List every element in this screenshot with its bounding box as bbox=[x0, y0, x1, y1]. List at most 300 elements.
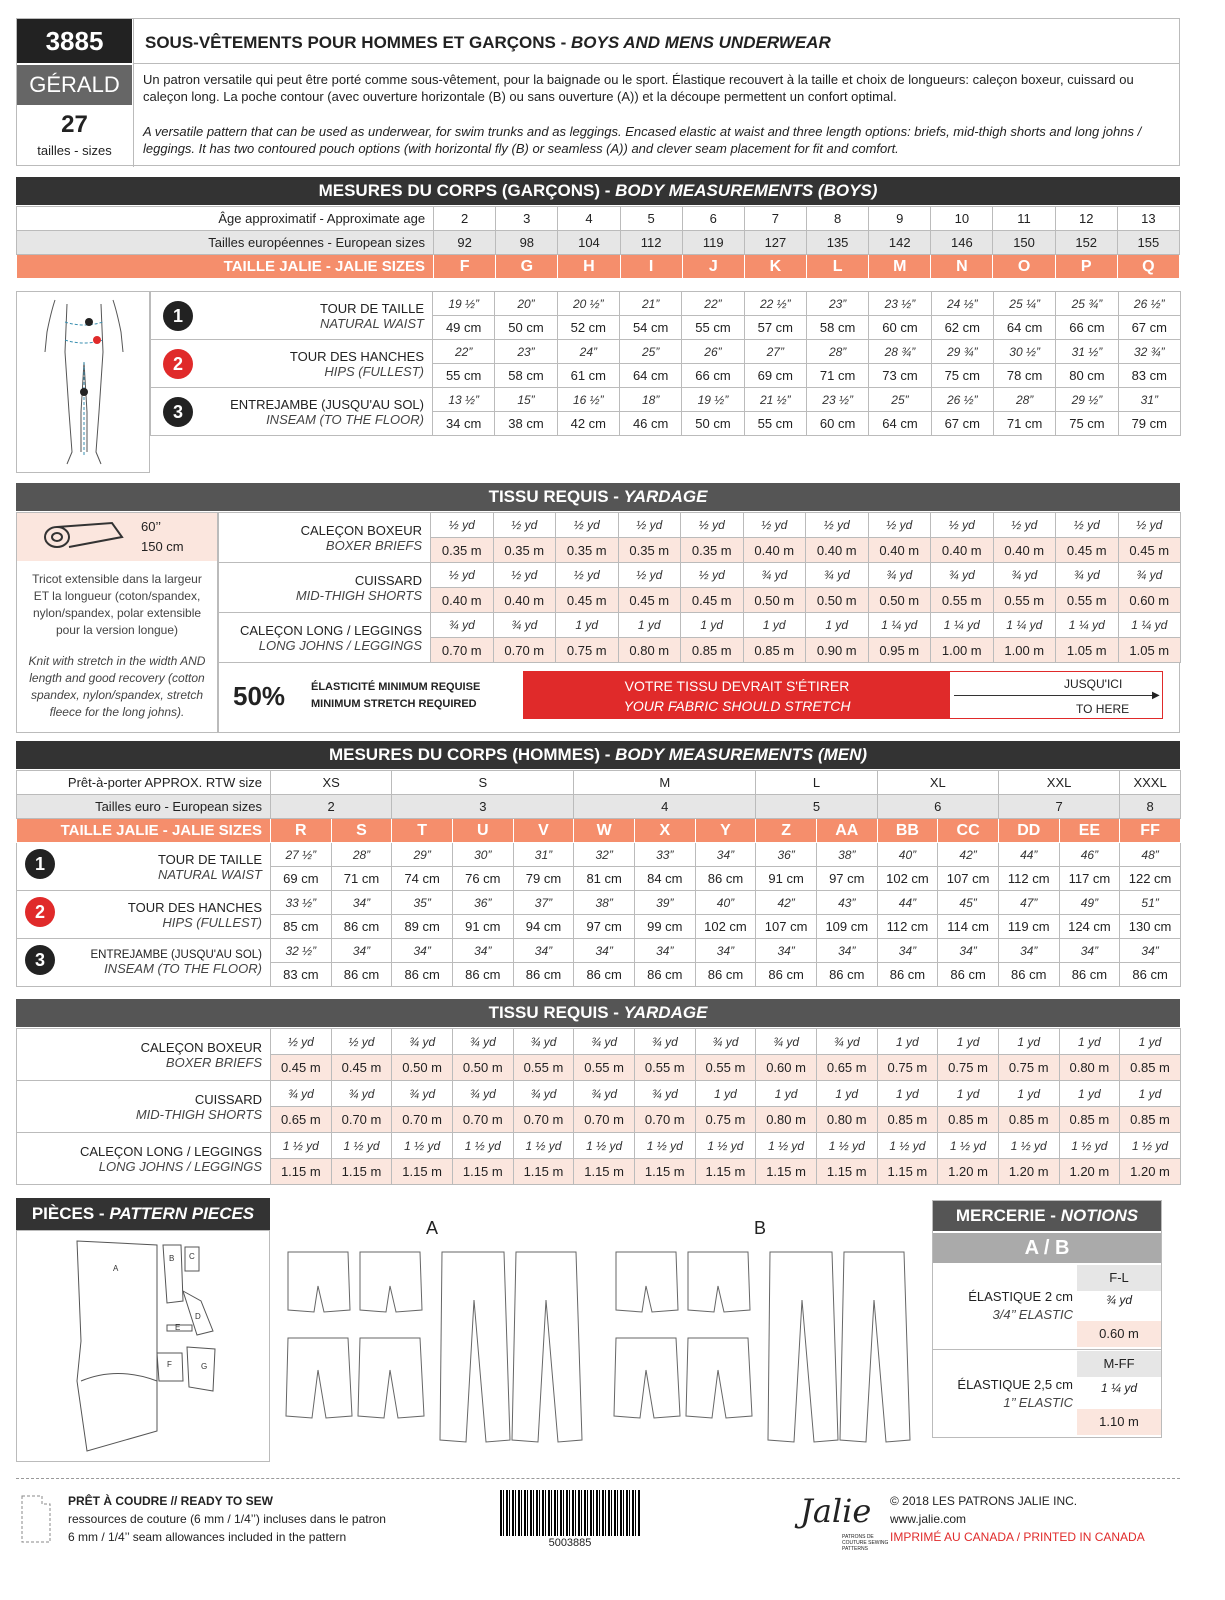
header bbox=[16, 18, 1180, 166]
euro-cell: 142 bbox=[869, 231, 931, 255]
cm-cell: 50 cm bbox=[495, 316, 557, 340]
euro-cell: 3 bbox=[392, 795, 574, 819]
meter-cell: 0.80 m bbox=[1059, 1055, 1120, 1081]
euro-cell: 4 bbox=[574, 795, 756, 819]
cm-cell: 76 cm bbox=[452, 867, 513, 891]
meter-cell: 0.80 m bbox=[816, 1107, 877, 1133]
ready-icon bbox=[18, 1492, 60, 1551]
cm-cell: 60 cm bbox=[869, 316, 931, 340]
boys-measurements-table bbox=[150, 291, 1181, 436]
copyright: © 2018 LES PATRONS JALIE INC. bbox=[890, 1494, 1078, 1508]
euro-cell: 150 bbox=[993, 231, 1055, 255]
inch-cell: 34” bbox=[877, 939, 938, 963]
inch-cell: 28 ¾” bbox=[869, 340, 931, 364]
yard-cell: ½ yd bbox=[493, 513, 556, 538]
yard-cell: 1 yd bbox=[681, 613, 744, 638]
inch-cell: 31” bbox=[1118, 388, 1180, 412]
cm-cell: 55 cm bbox=[682, 316, 744, 340]
brand-sub: PATRONS DE COUTURE SEWING PATTERNS bbox=[842, 1534, 889, 1552]
title: SOUS-VÊTEMENTS POUR HOMMES ET GARÇONS - BOYS AND MENS UNDERWEAR bbox=[145, 33, 831, 52]
meter-cell: 0.75 m bbox=[695, 1107, 756, 1133]
elastic-1-fr: ÉLASTIQUE 2 cm bbox=[968, 1289, 1073, 1304]
cm-cell: 57 cm bbox=[744, 316, 806, 340]
printed-in: IMPRIMÉ AU CANADA / PRINTED IN CANADA bbox=[890, 1530, 1145, 1544]
yard-cell: ¾ yd bbox=[574, 1081, 635, 1107]
inch-cell: 18” bbox=[619, 388, 681, 412]
meter-cell: 0.85 m bbox=[877, 1107, 938, 1133]
cm-cell: 86 cm bbox=[877, 963, 938, 987]
jalie-cell: W bbox=[574, 819, 635, 843]
inch-cell: 26” bbox=[682, 340, 744, 364]
inch-cell: 38” bbox=[816, 843, 877, 867]
cm-cell: 86 cm bbox=[1059, 963, 1120, 987]
jalie-cell: CC bbox=[938, 819, 999, 843]
cm-cell: 99 cm bbox=[634, 915, 695, 939]
cm-cell: 86 cm bbox=[998, 963, 1059, 987]
ages-cell: 11 bbox=[993, 207, 1055, 231]
yard-cell: 1 yd bbox=[1059, 1029, 1120, 1055]
yard-cell: ¾ yd bbox=[431, 613, 494, 638]
inch-cell: 20 ½” bbox=[557, 292, 619, 316]
measure-label bbox=[151, 340, 433, 388]
measure-en: HIPS (FULLEST) bbox=[324, 363, 424, 379]
stretch-fr: ÉLASTICITÉ MINIMUM REQUISE bbox=[311, 681, 481, 693]
meter-cell: 1.15 m bbox=[816, 1159, 877, 1185]
cm-cell: 86 cm bbox=[938, 963, 999, 987]
ready-to-sew: PRÊT À COUDRE // READY TO SEW bbox=[68, 1494, 273, 1508]
inch-cell: 28” bbox=[806, 340, 868, 364]
jalie-cell: H bbox=[558, 255, 620, 279]
jalie-cell: Q bbox=[1117, 255, 1179, 279]
rtw-label: Prêt-à-porter APPROX. RTW size bbox=[17, 771, 271, 795]
inch-cell: 34” bbox=[513, 939, 574, 963]
yard-cell: ½ yd bbox=[993, 513, 1056, 538]
yard-cell: 1 ½ yd bbox=[998, 1133, 1059, 1159]
cm-cell: 86 cm bbox=[392, 963, 453, 987]
cm-cell: 52 cm bbox=[557, 316, 619, 340]
meter-cell: 1.15 m bbox=[392, 1159, 453, 1185]
pattern-number: 3885 bbox=[17, 19, 132, 63]
yard-cell: 1 ½ yd bbox=[574, 1133, 635, 1159]
inch-cell: 27 ½” bbox=[271, 843, 332, 867]
rtw-cell: XS bbox=[271, 771, 392, 795]
meter-cell: 0.45 m bbox=[1118, 538, 1181, 563]
cm-cell: 86 cm bbox=[452, 963, 513, 987]
meter-cell: 0.50 m bbox=[392, 1055, 453, 1081]
meter-cell: 0.85 m bbox=[1120, 1107, 1181, 1133]
yard-cell: 1 ¼ yd bbox=[1118, 613, 1181, 638]
yard-cell: 1 yd bbox=[938, 1081, 999, 1107]
cm-cell: 81 cm bbox=[574, 867, 635, 891]
yard-cell: 1 yd bbox=[816, 1081, 877, 1107]
yard-cell: 1 ½ yd bbox=[634, 1133, 695, 1159]
cm-cell: 86 cm bbox=[634, 963, 695, 987]
inch-cell: 21 ½” bbox=[744, 388, 806, 412]
inch-cell: 24 ½” bbox=[931, 292, 993, 316]
inch-cell: 28” bbox=[993, 388, 1055, 412]
meter-cell: 0.40 m bbox=[431, 588, 494, 613]
inch-cell: 34” bbox=[331, 891, 392, 915]
inch-cell: 40” bbox=[695, 891, 756, 915]
cm-cell: 55 cm bbox=[744, 412, 806, 436]
meter-cell: 1.15 m bbox=[452, 1159, 513, 1185]
measure-fr: ENTREJAMBE (JUSQU'AU SOL) bbox=[230, 396, 424, 412]
yard-cell: 1 ¼ yd bbox=[931, 613, 994, 638]
meter-cell: 0.40 m bbox=[493, 588, 556, 613]
cm-cell: 80 cm bbox=[1056, 364, 1118, 388]
arrow-icon: ▶ bbox=[1152, 690, 1160, 701]
inch-cell: 32” bbox=[574, 843, 635, 867]
meter-cell: 0.45 m bbox=[271, 1055, 332, 1081]
meter-cell: 0.75 m bbox=[877, 1055, 938, 1081]
cm-cell: 60 cm bbox=[806, 412, 868, 436]
meter-cell: 0.60 m bbox=[1118, 588, 1181, 613]
sizes-count: 27 bbox=[61, 111, 88, 138]
meter-cell: 1.00 m bbox=[993, 638, 1056, 663]
rtw-cell: XXXL bbox=[1120, 771, 1181, 795]
cm-cell: 78 cm bbox=[993, 364, 1055, 388]
ages-cell: 10 bbox=[931, 207, 993, 231]
inch-cell: 34” bbox=[1120, 939, 1181, 963]
elastic-1-yd: ¾ yd bbox=[1105, 1293, 1132, 1307]
cm-cell: 83 cm bbox=[271, 963, 332, 987]
yard-cell: ½ yd bbox=[1118, 513, 1181, 538]
meter-cell: 0.75 m bbox=[556, 638, 619, 663]
yard-cell: 1 ½ yd bbox=[271, 1133, 332, 1159]
inch-cell: 34” bbox=[392, 939, 453, 963]
jalie-cell: F bbox=[434, 255, 496, 279]
inch-cell: 30 ½” bbox=[993, 340, 1055, 364]
cm-cell: 73 cm bbox=[869, 364, 931, 388]
inch-cell: 26 ½” bbox=[1118, 292, 1180, 316]
meter-cell: 0.70 m bbox=[452, 1107, 513, 1133]
yard-cell: 1 ½ yd bbox=[877, 1133, 938, 1159]
meter-cell: 0.80 m bbox=[756, 1107, 817, 1133]
meter-cell: 0.50 m bbox=[452, 1055, 513, 1081]
meter-cell: 1.15 m bbox=[695, 1159, 756, 1185]
yard-cell: 1 ¼ yd bbox=[868, 613, 931, 638]
inch-cell: 16 ½” bbox=[557, 388, 619, 412]
garment-fr: CALEÇON LONG / LEGGINGS bbox=[239, 622, 422, 638]
cm-cell: 75 cm bbox=[931, 364, 993, 388]
yard-cell: ¾ yd bbox=[743, 563, 806, 588]
jalie-cell: AA bbox=[816, 819, 877, 843]
cm-cell: 86 cm bbox=[756, 963, 817, 987]
meter-cell: 1.05 m bbox=[1056, 638, 1119, 663]
yard-cell: 1 ½ yd bbox=[392, 1133, 453, 1159]
meter-cell: 0.85 m bbox=[1120, 1055, 1181, 1081]
inch-cell: 37” bbox=[513, 891, 574, 915]
cm-cell: 58 cm bbox=[806, 316, 868, 340]
garment-label bbox=[17, 1081, 271, 1133]
measure-fr: TOUR DE TAILLE bbox=[157, 851, 262, 867]
garment-label bbox=[219, 563, 431, 613]
elastic-2-range: M-FF bbox=[1077, 1351, 1161, 1377]
men-measurements-title: MESURES DU CORPS (HOMMES) - BODY MEASUREMENTS (MEN) bbox=[16, 741, 1180, 769]
yard-cell: ¾ yd bbox=[634, 1081, 695, 1107]
euro-label: Tailles euro - European sizes bbox=[17, 795, 271, 819]
inch-cell: 22” bbox=[682, 292, 744, 316]
pattern-name: GÉRALD bbox=[17, 65, 132, 105]
inch-cell: 25” bbox=[619, 340, 681, 364]
fabric-width-cm: 150 cm bbox=[141, 539, 184, 554]
men-yardage-title: TISSU REQUIS - YARDAGE bbox=[16, 999, 1180, 1027]
website-link[interactable]: www.jalie.com bbox=[890, 1512, 967, 1526]
description-fr: Un patron versatile qui peut être porté comme sous-vêtement, pour la baignade ou le sport. Élastique recouvert à la taille et choix de longueurs: caleçon boxeur, cuissard ou caleçon long. La poche contour (avec ouverture horizontale (B) ou sans ouverture (A)) et la découpe permettent un confort optimal. bbox=[143, 72, 1134, 104]
yard-cell: ½ yd bbox=[271, 1029, 332, 1055]
elastic-1-en: 3/4’’ ELASTIC bbox=[992, 1307, 1073, 1322]
yard-cell: 1 ¼ yd bbox=[1056, 613, 1119, 638]
meter-cell: 0.55 m bbox=[993, 588, 1056, 613]
meter-cell: 1.20 m bbox=[1059, 1159, 1120, 1185]
inch-cell: 34” bbox=[331, 939, 392, 963]
yard-cell: ¾ yd bbox=[993, 563, 1056, 588]
meter-cell: 0.70 m bbox=[493, 638, 556, 663]
yard-cell: ¾ yd bbox=[695, 1029, 756, 1055]
cm-cell: 67 cm bbox=[931, 412, 993, 436]
meter-cell: 1.15 m bbox=[574, 1159, 635, 1185]
jalie-cell: O bbox=[993, 255, 1055, 279]
cm-cell: 42 cm bbox=[557, 412, 619, 436]
meter-cell: 0.70 m bbox=[634, 1107, 695, 1133]
fabric-desc-fr: Tricot extensible dans la largeur ET la longueur (coton/spandex, nylon/spandex, polar extensible pour la version longue) bbox=[32, 572, 202, 637]
euro-cell: 152 bbox=[1055, 231, 1117, 255]
yard-cell: ½ yd bbox=[681, 563, 744, 588]
cm-cell: 64 cm bbox=[869, 412, 931, 436]
cm-cell: 71 cm bbox=[331, 867, 392, 891]
cm-cell: 117 cm bbox=[1059, 867, 1120, 891]
elastic-2-yd: 1 ¼ yd bbox=[1100, 1381, 1138, 1395]
meter-cell: 1.15 m bbox=[271, 1159, 332, 1185]
jalie-cell: FF bbox=[1120, 819, 1181, 843]
stretch-percent: 50% bbox=[233, 681, 286, 711]
piece-e-label: E bbox=[175, 1323, 181, 1332]
inch-cell: 24” bbox=[557, 340, 619, 364]
yard-cell: 1 yd bbox=[756, 1081, 817, 1107]
garment-label bbox=[219, 513, 431, 563]
meter-cell: 1.15 m bbox=[877, 1159, 938, 1185]
inch-cell: 27” bbox=[744, 340, 806, 364]
view-b-label: B bbox=[754, 1218, 767, 1238]
yard-cell: ¾ yd bbox=[634, 1029, 695, 1055]
yard-cell: 1 yd bbox=[695, 1081, 756, 1107]
jalie-cell: DD bbox=[998, 819, 1059, 843]
meter-cell: 0.85 m bbox=[1059, 1107, 1120, 1133]
measure-en: HIPS (FULLEST) bbox=[162, 914, 262, 930]
inch-cell: 34” bbox=[574, 939, 635, 963]
inch-cell: 34” bbox=[756, 939, 817, 963]
inch-cell: 34” bbox=[452, 939, 513, 963]
inch-cell: 20” bbox=[495, 292, 557, 316]
to-here-en: TO HERE bbox=[1076, 702, 1130, 716]
meter-cell: 1.15 m bbox=[513, 1159, 574, 1185]
cm-cell: 86 cm bbox=[331, 963, 392, 987]
rtw-cell: XXL bbox=[998, 771, 1119, 795]
cm-cell: 86 cm bbox=[816, 963, 877, 987]
number-1-icon: 1 bbox=[25, 849, 55, 879]
meter-cell: 0.45 m bbox=[1056, 538, 1119, 563]
yard-cell: ½ yd bbox=[618, 563, 681, 588]
pattern-pieces-title: PIÈCES - PATTERN PIECES bbox=[16, 1198, 270, 1230]
measure-en: NATURAL WAIST bbox=[319, 315, 424, 331]
euro-cell: 135 bbox=[807, 231, 869, 255]
meter-cell: 0.55 m bbox=[513, 1055, 574, 1081]
garment-label bbox=[17, 1133, 271, 1185]
inch-cell: 34” bbox=[816, 939, 877, 963]
piece-g-label: G bbox=[201, 1362, 208, 1371]
cm-cell: 79 cm bbox=[1118, 412, 1180, 436]
meter-cell: 0.45 m bbox=[331, 1055, 392, 1081]
yard-cell: 1 yd bbox=[1059, 1081, 1120, 1107]
jalie-cell: T bbox=[392, 819, 453, 843]
cm-cell: 102 cm bbox=[695, 915, 756, 939]
rtw-cell: M bbox=[574, 771, 756, 795]
inch-cell: 34” bbox=[695, 939, 756, 963]
cm-cell: 86 cm bbox=[695, 867, 756, 891]
measure-label bbox=[151, 292, 433, 340]
pattern-pieces-layout bbox=[16, 1230, 270, 1462]
inch-cell: 23” bbox=[495, 340, 557, 364]
view-a-label: A bbox=[426, 1218, 439, 1238]
yard-cell: ½ yd bbox=[431, 563, 494, 588]
cm-cell: 67 cm bbox=[1118, 316, 1180, 340]
yard-cell: ¾ yd bbox=[931, 563, 994, 588]
yard-cell: ¾ yd bbox=[806, 563, 869, 588]
jalie-cell: R bbox=[271, 819, 332, 843]
seam-en: 6 mm / 1/4’’ seam allowances included in the pattern bbox=[68, 1530, 347, 1544]
meter-cell: 0.95 m bbox=[868, 638, 931, 663]
inch-cell: 13 ½” bbox=[433, 388, 495, 412]
cm-cell: 114 cm bbox=[938, 915, 999, 939]
fabric-info bbox=[16, 512, 218, 733]
to-here-fr: JUSQU'ICI bbox=[1064, 677, 1123, 691]
euro-cell: 6 bbox=[877, 795, 998, 819]
garment-en: BOXER BRIEFS bbox=[165, 1054, 262, 1070]
yard-cell: 1 ½ yd bbox=[331, 1133, 392, 1159]
inch-cell: 31 ½” bbox=[1056, 340, 1118, 364]
yard-cell: ½ yd bbox=[868, 513, 931, 538]
cm-cell: 112 cm bbox=[877, 915, 938, 939]
meter-cell: 0.70 m bbox=[431, 638, 494, 663]
meter-cell: 1.15 m bbox=[756, 1159, 817, 1185]
ages-cell: 2 bbox=[434, 207, 496, 231]
cm-cell: 107 cm bbox=[756, 915, 817, 939]
meter-cell: 0.55 m bbox=[931, 588, 994, 613]
euro-cell: 5 bbox=[756, 795, 877, 819]
meter-cell: 0.70 m bbox=[331, 1107, 392, 1133]
yard-cell: 1 yd bbox=[1120, 1081, 1181, 1107]
garment-fr: CALEÇON LONG / LEGGINGS bbox=[79, 1143, 262, 1159]
yard-cell: 1 yd bbox=[743, 613, 806, 638]
inch-cell: 29 ½” bbox=[1056, 388, 1118, 412]
cm-cell: 124 cm bbox=[1059, 915, 1120, 939]
number-2-icon: 2 bbox=[25, 897, 55, 927]
inch-cell: 34” bbox=[998, 939, 1059, 963]
yard-cell: 1 yd bbox=[806, 613, 869, 638]
ages-cell: 4 bbox=[558, 207, 620, 231]
number-3-icon: 3 bbox=[25, 945, 55, 975]
meter-cell: 0.70 m bbox=[574, 1107, 635, 1133]
piece-a-label: A bbox=[113, 1264, 119, 1273]
measure-fr: TOUR DE TAILLE bbox=[319, 300, 424, 316]
inch-cell: 36” bbox=[756, 843, 817, 867]
cm-cell: 130 cm bbox=[1120, 915, 1181, 939]
cm-cell: 86 cm bbox=[695, 963, 756, 987]
meter-cell: 0.85 m bbox=[743, 638, 806, 663]
jalie-cell: P bbox=[1055, 255, 1117, 279]
euro-cell: 92 bbox=[434, 231, 496, 255]
ages-cell: 6 bbox=[682, 207, 744, 231]
jalie-cell: V bbox=[513, 819, 574, 843]
inch-cell: 34” bbox=[695, 843, 756, 867]
boys-yardage-title: TISSU REQUIS - YARDAGE bbox=[16, 483, 1180, 511]
meter-cell: 1.05 m bbox=[1118, 638, 1181, 663]
inch-cell: 34” bbox=[938, 939, 999, 963]
yard-cell: ¾ yd bbox=[513, 1081, 574, 1107]
inch-cell: 43” bbox=[816, 891, 877, 915]
measure-fr: ENTREJAMBE (JUSQU'AU SOL) bbox=[90, 949, 262, 961]
rtw-cell: L bbox=[756, 771, 877, 795]
notions-box bbox=[932, 1200, 1162, 1438]
cm-cell: 112 cm bbox=[998, 867, 1059, 891]
boys-yardage-table bbox=[218, 512, 1181, 663]
yard-cell: ¾ yd bbox=[452, 1081, 513, 1107]
garment-fr: CALEÇON BOXEUR bbox=[140, 1039, 262, 1055]
meter-cell: 0.40 m bbox=[806, 538, 869, 563]
jalie-cell: X bbox=[634, 819, 695, 843]
cm-cell: 69 cm bbox=[744, 364, 806, 388]
jalie-cell: U bbox=[452, 819, 513, 843]
yard-cell: 1 ¼ yd bbox=[993, 613, 1056, 638]
meter-cell: 0.35 m bbox=[493, 538, 556, 563]
ages-cell: 9 bbox=[869, 207, 931, 231]
measure-fr: TOUR DES HANCHES bbox=[289, 348, 424, 364]
ages-cell: 8 bbox=[807, 207, 869, 231]
inch-cell: 42” bbox=[756, 891, 817, 915]
inch-cell: 47” bbox=[998, 891, 1059, 915]
stretch-section bbox=[218, 662, 1180, 733]
yard-cell: ¾ yd bbox=[331, 1081, 392, 1107]
garment-label bbox=[219, 613, 431, 663]
jalie-cell: Z bbox=[756, 819, 817, 843]
garment-fr: CALEÇON BOXEUR bbox=[300, 522, 422, 538]
yard-cell: ¾ yd bbox=[392, 1081, 453, 1107]
garment-en: LONG JOHNS / LEGGINGS bbox=[258, 637, 422, 653]
meter-cell: 1.00 m bbox=[931, 638, 994, 663]
yard-cell: ¾ yd bbox=[392, 1029, 453, 1055]
inch-cell: 25 ¼” bbox=[993, 292, 1055, 316]
men-measurements-table bbox=[16, 770, 1181, 987]
stretch-bar-fr: VOTRE TISSU DEVRAIT S'ÉTIRER bbox=[624, 678, 850, 694]
cm-cell: 34 cm bbox=[433, 412, 495, 436]
yard-cell: 1 yd bbox=[938, 1029, 999, 1055]
cm-cell: 102 cm bbox=[877, 867, 938, 891]
jalie-cell: Y bbox=[695, 819, 756, 843]
inch-cell: 35” bbox=[392, 891, 453, 915]
elastic-2-en: 1’’ ELASTIC bbox=[1003, 1395, 1073, 1410]
meter-cell: 0.75 m bbox=[938, 1055, 999, 1081]
inch-cell: 26 ½” bbox=[931, 388, 993, 412]
inch-cell: 39” bbox=[634, 891, 695, 915]
meter-cell: 0.45 m bbox=[556, 588, 619, 613]
yard-cell: ½ yd bbox=[618, 513, 681, 538]
meter-cell: 1.15 m bbox=[331, 1159, 392, 1185]
piece-d-label: D bbox=[195, 1312, 201, 1321]
meter-cell: 0.55 m bbox=[634, 1055, 695, 1081]
fabric-width-in: 60’’ bbox=[141, 519, 162, 534]
inch-cell: 31” bbox=[513, 843, 574, 867]
yard-cell: ½ yd bbox=[931, 513, 994, 538]
